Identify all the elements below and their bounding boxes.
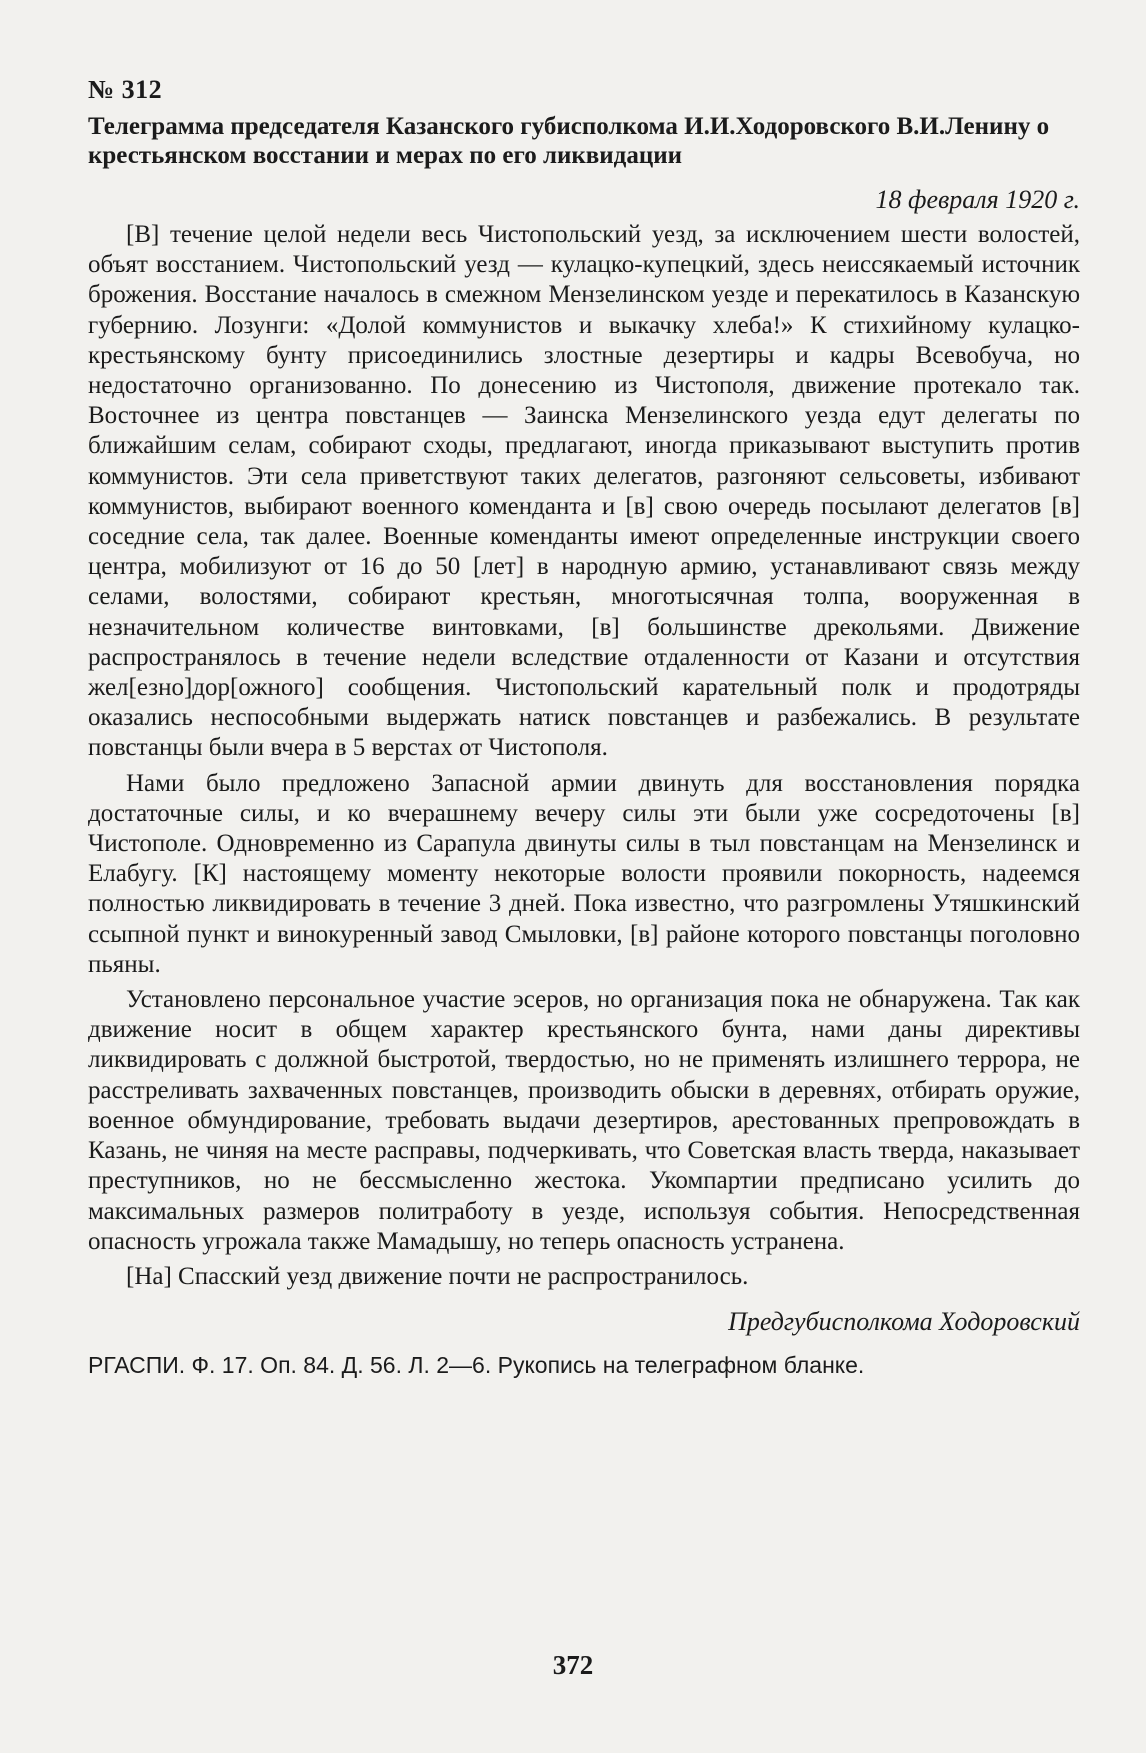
signature: Предгубисполкома Ходоровский xyxy=(728,1307,1080,1337)
paragraph-3: Установлено персональное участие эсеров, но организация пока не обнаружена. Так как движение носит в общем характер крестьянского бунта, нами даны директивы ликвидировать с должной быстротой, твердостью, но не применять излишнего террора, не расстреливать захваченных повстанцев, производить обыски в деревнях, отбирать оружие, военное обмундирование, требовать выдачи дезертиров, арестованных препровождать в Казань, не чиняя на месте расправы, подчеркивать, что Советская власть тверда, наказывает преступников, но не бессмысленно жестока. Укомпартии предписано усилить до максимальных размеров политработу в уезде, используя события. Непосредственная опасность угрожала также Мамадышу, но теперь опасность устранена. xyxy=(88,986,1080,1255)
paragraph-2: Нами было предложено Запасной армии двинуть для восстановления порядка достаточные силы, и ко вчерашнему вечеру силы эти были уже сосредоточены [в] Чистополе. Одновременно из Сарапула двинуты силы в тыл повстанцам на Мензелинск и Елабугу. [К] настоящему моменту некоторые волости проявили покорность, надеемся полностью ликвидировать в течение 3 дней. Пока известно, что разгромлены Утяшкинский ссыпной пункт и винокуренный завод Смыловки, [в] районе которого повстанцы поголовно пьяны. xyxy=(88,769,1080,978)
document-body xyxy=(88,220,1080,1292)
page-number: 372 xyxy=(552,1650,594,1680)
document-page xyxy=(88,74,1080,1380)
archive-source: РГАСПИ. Ф. 17. Оп. 84. Д. 56. Л. 2—6. Рукопись на телеграфном бланке. xyxy=(88,1352,865,1379)
document-number: № 312 xyxy=(88,75,163,104)
document-title: Телеграмма председателя Казанского губисполкома И.И.Ходоровского В.И.Ленину о крестьянском восстании и мерах по его ликвидации xyxy=(88,113,1050,169)
paragraph-1: [В] течение целой недели весь Чистопольский уезд, за исключением шести волостей, объят восстанием. Чистопольский уезд — кулацко-купецкий, здесь неиссякаемый источник брожения. Восстание началось в смежном Мензелинском уезде и перекатилось в Казанскую губернию. Лозунги: «Долой коммунистов и выкачку хлеба!» К стихийному кулацко-крестьянскому бунту присоединились злостные дезертиры и кадры Всевобуча, но недостаточно организованно. По донесению из Чистополя, движение протекало так. Восточнее из центра повстанцев — Заинска Мензелинского уезда едут делегаты по ближайшим селам, собирают сходы, предлагают, иногда приказывают выступить против коммунистов. Эти села приветствуют таких делегатов, разгоняют сельсоветы, избивают коммунистов, выбирают военного коменданта и [в] свою очередь посылают делегатов [в] соседние села, так далее. Военные коменданты имеют определенные инструкции своего центра, мобилизуют от 16 до 50 [лет] в народную армию, устанавливают связь между селами, волостями, собирают крестьян, многотысячная толпа, вооруженная в незначительном количестве винтовками, [в] большинстве дрекольями. Движение распространялось в течение недели вследствие отдаленности от Казани и отсутствия жел[езно]дор[ожного] сообщения. Чистопольский карательный полк и продотряды оказались неспособными выдержать натиск повстанцев и разбежались. В результате повстанцы были вчера в 5 верстах от Чистополя. xyxy=(88,221,1080,762)
document-date: 18 февраля 1920 г. xyxy=(875,185,1080,214)
paragraph-4: [На] Спасский уезд движение почти не распространилось. xyxy=(126,1262,749,1290)
